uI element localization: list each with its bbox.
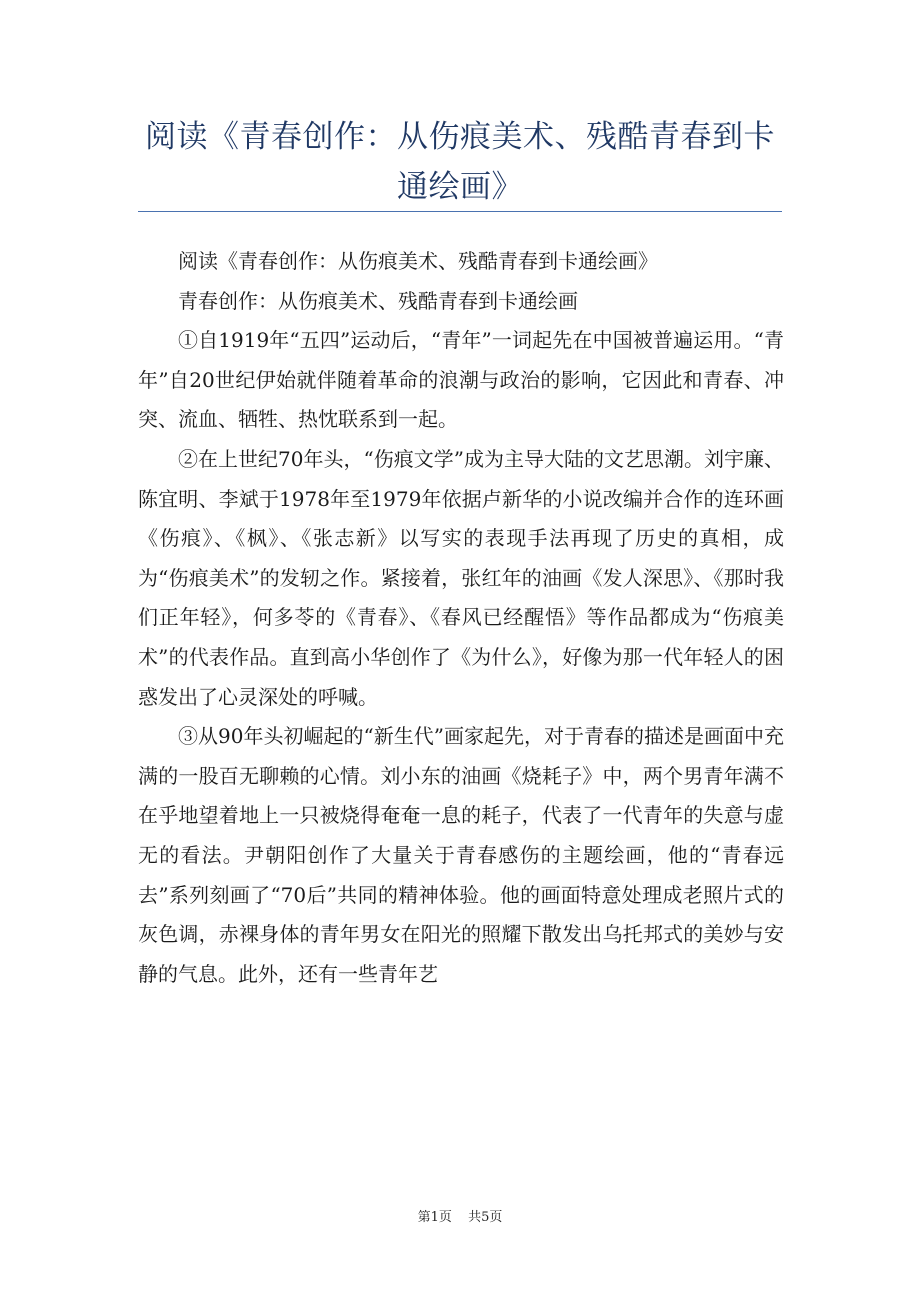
paragraph-3: ③从90年头初崛起的“新生代”画家起先，对于青春的描述是画面中充满的一股百无聊赖的心情。刘小东的油画《烧耗子》中，两个男青年满不在乎地望着地上一只被烧得奄奄一息的耗子，代表了一代青年的失意与虚无的看法。尹朝阳创作了大量关于青春感伤的主题绘画，他的“青春远去”系列刻画了“70后”共同的精神体验。他的画面特意处理成老照片式的灰色调，赤裸身体的青年男女在阳光的照耀下散发出乌托邦式的美妙与安静的气息。此外，还有一些青年艺 (138, 724, 784, 986)
paragraph-heading: 阅读《青春创作：从伤痕美术、残酷青春到卡通绘画》 (178, 249, 658, 273)
title-divider (138, 211, 782, 212)
paragraph-1: ①自1919年“五四”运动后，“青年”一词起先在中国被普遍运用。“青年”自20世纪伊始就伴随着革命的浪潮与政治的影响，它因此和青春、冲突、流血、牺牲、热忱联系到一起。 (138, 328, 784, 432)
document-body (138, 242, 784, 994)
page-footer (0, 1206, 920, 1225)
paragraph-2: ②在上世纪70年头，“伤痕文学”成为主导大陆的文艺思潮。刘宇廉、陈宜明、李斌于1978年至1979年依据卢新华的小说改编并合作的连环画《伤痕》、《枫》、《张志新》以写实的表现手法再现了历史的真相，成为“伤痕美术”的发轫之作。紧接着，张红年的油画《发人深思》、《那时我们正年轻》，何多苓的《青春》、《春风已经醒悟》等作品都成为“伤痕美术”的代表作品。直到高小华创作了《为什么》，好像为那一代年轻人的困惑发出了心灵深处的呼喊。 (138, 446, 784, 709)
paragraph-subtitle: 青春创作：从伤痕美术、残酷青春到卡通绘画 (178, 288, 578, 313)
page-number: 第1页 (417, 1210, 452, 1225)
document-title: 阅读《青春创作：从伤痕美术、残酷青春到卡通绘画》 (145, 119, 775, 205)
page-total: 共5页 (468, 1210, 503, 1225)
